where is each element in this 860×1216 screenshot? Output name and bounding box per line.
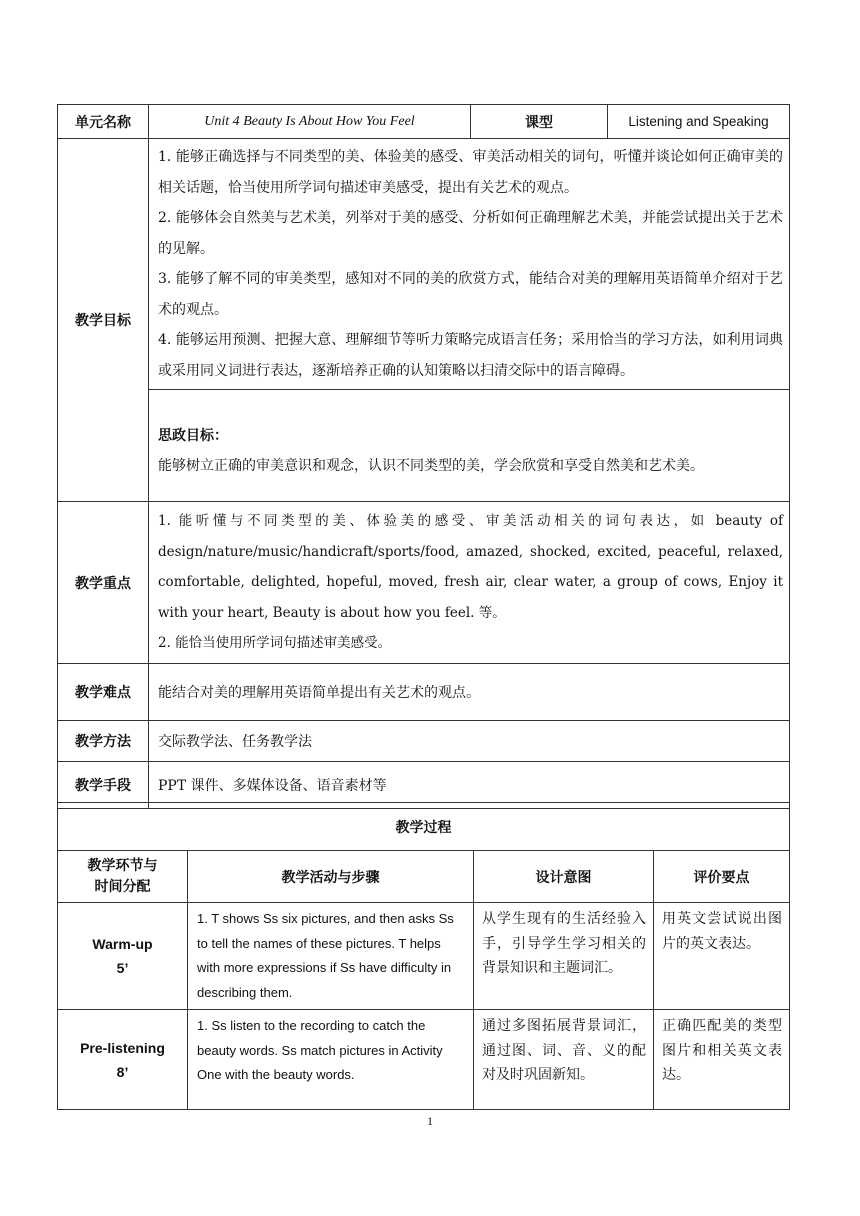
key-points-row <box>58 502 790 664</box>
difficulty-text: 能结合对美的理解用英语简单提出有关艺术的观点。 <box>149 664 790 721</box>
header-stage-line1: 教学环节与 <box>87 857 158 874</box>
goal-item: 2. 能够体会自然美与艺术美，列举对于美的感受、分析如何正确理解艺术美，并能尝试提出关于艺术的见解。 <box>158 210 783 257</box>
goals-label: 教学目标 <box>58 139 149 502</box>
table-row <box>58 903 790 1010</box>
unit-title: Beauty Is About How You Feel <box>243 113 415 129</box>
stage-cell <box>58 903 188 1010</box>
type-value: Listening and Speaking <box>608 105 790 139</box>
process-title-row <box>58 803 790 851</box>
key-point-item: 2. 能恰当使用所学词句描述审美感受。 <box>158 635 392 652</box>
type-label: 课型 <box>471 105 608 139</box>
unit-row <box>58 105 790 139</box>
ideology-cell <box>149 390 790 502</box>
unit-name <box>149 105 471 139</box>
activity-cell: 1. T shows Ss six pictures, and then asks Ss to tell the names of these pictures. T helps with more expressions if Ss have difficulty in describing them. <box>188 903 474 1010</box>
process-header-row <box>58 851 790 903</box>
header-evaluation: 评价要点 <box>654 851 790 903</box>
header-design: 设计意图 <box>474 851 654 903</box>
stage-cell <box>58 1010 188 1110</box>
header-activity: 教学活动与步骤 <box>188 851 474 903</box>
means-label: 教学手段 <box>58 762 149 809</box>
header-stage <box>58 851 188 903</box>
goal-item: 4. 能够运用预测、把握大意、理解细节等听力策略完成语言任务；采用恰当的学习方法，如利用词典或采用同义词进行表达，逐渐培养正确的认知策略以扫清交际中的语言障碍。 <box>158 332 783 379</box>
goals-cell <box>149 139 790 390</box>
lesson-info-table <box>57 104 790 809</box>
page-number: 1 <box>427 1114 433 1128</box>
header-stage-line2: 时间分配 <box>94 878 151 895</box>
evaluation-cell: 用英文尝试说出图片的英文表达。 <box>654 903 790 1010</box>
method-text: 交际教学法、任务教学法 <box>149 721 790 762</box>
design-cell: 通过多图拓展背景词汇，通过图、词、音、义的配对及时巩固新知。 <box>474 1010 654 1110</box>
method-row <box>58 721 790 762</box>
goal-item: 1. 能够正确选择与不同类型的美、体验美的感受、审美活动相关的词句，听懂并谈论如何正确审美的相关话题，恰当使用所学词句描述审美感受，提出有关艺术的观点。 <box>158 149 783 196</box>
table-row <box>58 1010 790 1110</box>
stage-time: 5’ <box>116 960 129 976</box>
key-points-label: 教学重点 <box>58 502 149 664</box>
stage-name: Warm-up <box>92 936 153 952</box>
goals-row <box>58 139 790 390</box>
key-points-cell <box>149 502 790 664</box>
means-text: PPT 课件、多媒体设备、语音素材等 <box>149 762 790 809</box>
difficulty-row <box>58 664 790 721</box>
stage-time: 8’ <box>116 1063 129 1080</box>
design-cell: 从学生现有的生活经验入手，引导学生学习相关的背景知识和主题词汇。 <box>474 903 654 1010</box>
activity-cell: 1. Ss listen to the recording to catch the beauty words. Ss match pictures in Activity One with the beauty words. <box>188 1010 474 1110</box>
unit-label: 单元名称 <box>58 105 149 139</box>
ideology-title: 思政目标： <box>158 427 228 444</box>
process-title: 教学过程 <box>58 803 790 851</box>
stage-name: Pre-listening <box>80 1039 165 1056</box>
ideology-text: 能够树立正确的审美意识和观念，认识不同类型的美，学会欣赏和享受自然美和艺术美。 <box>158 458 704 474</box>
ideology-row <box>58 390 790 502</box>
goal-item: 3. 能够了解不同的审美类型，感知对不同的美的欣赏方式，能结合对美的理解用英语简单介绍对于艺术的观点。 <box>158 271 783 318</box>
unit-number: Unit 4 <box>204 113 240 129</box>
method-label: 教学方法 <box>58 721 149 762</box>
difficulty-label: 教学难点 <box>58 664 149 721</box>
evaluation-cell: 正确匹配美的类型图片和相关英文表达。 <box>654 1010 790 1110</box>
key-point-item: 1. 能听懂与不同类型的美、体验美的感受、审美活动相关的词句表达，如 beauty of design/nature/music/handicraft/sports/food, amazed, shocked, excited, peaceful, relaxed, comfortable, delighted, hopeful, moved, fresh air, clear water, a group of cows, Enjoy it with your heart, Beauty is about how you feel. 等。 <box>158 513 783 621</box>
teaching-process-table <box>57 802 790 1110</box>
